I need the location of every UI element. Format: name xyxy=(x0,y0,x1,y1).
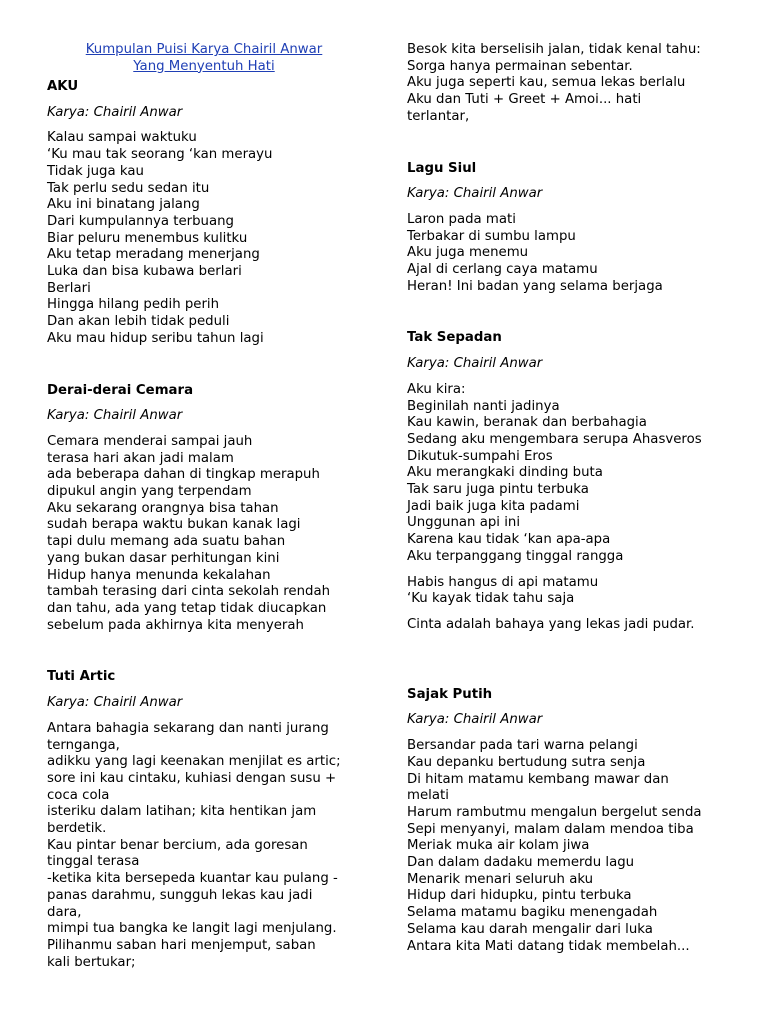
poem-line: Tidak juga kau xyxy=(47,163,144,179)
poem-line: Terbakar di sumbu lampu xyxy=(407,228,576,244)
poem-line: Kau kawin, beranak dan berbahagia xyxy=(407,415,647,431)
poem-line: Biar peluru menembus kulitku xyxy=(47,230,248,246)
poem-stanza xyxy=(407,575,737,608)
poem-line: Unggunan api ini xyxy=(407,515,521,531)
poem-line: panas darahmu, sungguh lekas kau jadi xyxy=(47,887,313,903)
document-title[interactable] xyxy=(47,42,361,75)
poem-line: Aku merangkaki dinding buta xyxy=(407,465,603,481)
poem-line: Sedang aku mengembara serupa Ahasveros xyxy=(407,431,702,447)
poem-line: Aku juga menemu xyxy=(407,245,529,261)
poem-line: mimpi tua bangka ke langit lagi menjulang. xyxy=(47,921,337,937)
poem-line: Kau pintar benar bercium, ada goresan xyxy=(47,837,308,853)
poem-derai-derai-cemara xyxy=(47,383,367,635)
poem-line: Ajal di cerlang caya matamu xyxy=(407,262,598,278)
poem-author: Karya: Chairil Anwar xyxy=(47,408,183,424)
poem-stanza xyxy=(47,434,367,634)
poem-line: Aku kira: xyxy=(407,381,466,397)
poem-line: Hidup dari hidupku, pintu terbuka xyxy=(407,888,632,904)
poem-line: Tak perlu sedu sedan itu xyxy=(47,180,210,196)
poem-title: AKU xyxy=(47,79,79,94)
poem-stanza-continued xyxy=(407,42,737,126)
poem-stanza xyxy=(47,130,367,347)
poem-line: Dan dalam dadaku memerdu lagu xyxy=(407,855,635,871)
poem-line: Berlari xyxy=(47,280,91,296)
poem-aku xyxy=(47,79,367,348)
poem-line: Heran! Ini badan yang selama berjaga xyxy=(407,278,663,294)
poem-line: ‘Ku mau tak seorang ‘kan merayu xyxy=(47,147,273,163)
poem-author: Karya: Chairil Anwar xyxy=(407,356,543,372)
poem-line: Dikutuk-sumpahi Eros xyxy=(407,448,553,464)
poem-line: Luka dan bisa kubawa berlari xyxy=(47,264,242,280)
poem-line: sudah berapa waktu bukan kanak lagi xyxy=(47,517,301,533)
poem-line: berdetik. xyxy=(47,821,107,837)
poem-author: Karya: Chairil Anwar xyxy=(47,104,183,120)
poem-line: sebelum pada akhirnya kita menyerah xyxy=(47,617,304,633)
poem-author: Karya: Chairil Anwar xyxy=(407,712,543,728)
poem-line: terasa hari akan jadi malam xyxy=(47,450,234,466)
poem-author: Karya: Chairil Anwar xyxy=(407,186,543,202)
poem-stanza xyxy=(407,212,737,296)
poem-stanza xyxy=(47,721,367,972)
poem-sajak-putih xyxy=(407,687,737,956)
poem-line: Harum rambutmu mengalun bergelut senda xyxy=(407,804,702,820)
poem-line: yang bukan dasar perhitungan kini xyxy=(47,550,280,566)
poem-line: Kalau sampai waktuku xyxy=(47,130,197,146)
poem-line: Tak saru juga pintu terbuka xyxy=(407,482,589,498)
poem-stanza xyxy=(407,382,737,566)
poem-line: Aku mau hidup seribu tahun lagi xyxy=(47,330,264,346)
poem-line: ada beberapa dahan di tingkap merapuh xyxy=(47,467,320,483)
poem-stanza xyxy=(407,617,737,634)
poem-line: Dan akan lebih tidak peduli xyxy=(47,314,230,330)
poem-line: tinggal terasa xyxy=(47,854,140,870)
poem-line: coca cola xyxy=(47,787,110,803)
poem-line: Sepi menyanyi, malam dalam mendoa tiba xyxy=(407,821,694,837)
poem-line: ternganga, xyxy=(47,737,120,753)
poem-line: Aku terpanggang tinggal rangga xyxy=(407,548,624,564)
poem-line: Cinta adalah bahaya yang lekas jadi pudar. xyxy=(407,616,695,632)
poem-line: Karena kau tidak ‘kan apa-apa xyxy=(407,532,611,548)
poem-title: Tak Sepadan xyxy=(407,330,502,346)
poem-line: Habis hangus di api matamu xyxy=(407,574,599,590)
poem-line: Meriak muka air kolam jiwa xyxy=(407,838,590,854)
poem-line: tambah terasing dari cinta sekolah rendah xyxy=(47,584,331,600)
poem-title: Sajak Putih xyxy=(407,686,493,702)
poem-line: Selama matamu bagiku menengadah xyxy=(407,905,658,921)
poem-line: Hidup hanya menunda kekalahan xyxy=(47,567,271,583)
poem-title: Derai-derai Cemara xyxy=(47,382,194,398)
document-title-line[interactable]: Yang Menyentuh Hati xyxy=(133,58,275,74)
poem-line: Aku ini binatang jalang xyxy=(47,197,200,213)
poem-line: melati xyxy=(407,788,449,804)
poem-line: ‘Ku kayak tidak tahu saja xyxy=(407,591,575,607)
poem-line: Antara kita Mati datang tidak membelah... xyxy=(407,938,690,954)
poem-line: Aku juga seperti kau, semua lekas berlalu xyxy=(407,75,686,91)
poem-line: Di hitam matamu kembang mawar dan xyxy=(407,771,669,787)
poem-line: Antara bahagia sekarang dan nanti jurang xyxy=(47,720,329,736)
poem-line: Cemara menderai sampai jauh xyxy=(47,433,253,449)
poem-title: Lagu Siul xyxy=(407,160,477,176)
poem-line: dipukul angin yang terpendam xyxy=(47,484,252,500)
poem-line: adikku yang lagi keenakan menjilat es artic; xyxy=(47,754,341,770)
poem-line: tapi dulu memang ada suatu bahan xyxy=(47,534,286,550)
poem-line: Sorga hanya permainan sebentar. xyxy=(407,58,633,74)
poem-line: Aku dan Tuti + Greet + Amoi... hati xyxy=(407,92,642,108)
poem-line: Dari kumpulannya terbuang xyxy=(47,213,235,229)
poem-line: Aku tetap meradang menerjang xyxy=(47,247,260,263)
poem-line: Jadi baik juga kita padami xyxy=(407,498,580,514)
poem-line: Hingga hilang pedih perih xyxy=(47,297,220,313)
poem-line: kali bertukar; xyxy=(47,954,136,970)
poem-line: Menarik menari seluruh aku xyxy=(407,871,594,887)
poem-line: Kau depanku bertudung sutra senja xyxy=(407,754,646,770)
poem-line: Besok kita berselisih jalan, tidak kenal tahu: xyxy=(407,42,701,57)
poem-line: Laron pada mati xyxy=(407,211,516,227)
poem-stanza xyxy=(407,738,737,955)
poem-author: Karya: Chairil Anwar xyxy=(47,695,183,711)
poem-line: Aku sekarang orangnya bisa tahan xyxy=(47,500,279,516)
poem-line: dan tahu, ada yang tetap tidak diucapkan xyxy=(47,600,327,616)
document-title-line[interactable]: Kumpulan Puisi Karya Chairil Anwar xyxy=(85,42,323,57)
poem-line: Beginilah nanti jadinya xyxy=(407,398,560,414)
right-column xyxy=(407,0,737,955)
poem-line: isteriku dalam latihan; kita hentikan jam xyxy=(47,804,317,820)
poem-line: dara, xyxy=(47,904,82,920)
poem-line: Selama kau darah mengalir dari luka xyxy=(407,921,653,937)
poem-tuti-artic xyxy=(47,669,367,971)
poem-line: -ketika kita bersepeda kuantar kau pulang - xyxy=(47,871,338,887)
poem-lagu-siul xyxy=(407,161,737,296)
poem-line: Bersandar pada tari warna pelangi xyxy=(407,738,638,754)
poem-title: Tuti Artic xyxy=(47,669,116,685)
poem-line: Pilihanmu saban hari menjemput, saban xyxy=(47,937,316,953)
poem-line: terlantar, xyxy=(407,108,470,124)
poem-line: sore ini kau cintaku, kuhiasi dengan susu + xyxy=(47,770,337,786)
poem-tak-sepadan xyxy=(407,330,737,633)
left-column xyxy=(47,0,367,971)
